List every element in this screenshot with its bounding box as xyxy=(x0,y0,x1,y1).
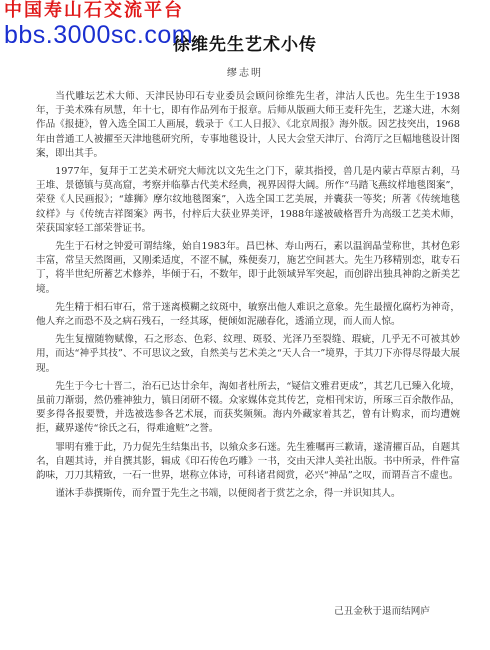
paragraph: 罪明有雅于此，乃力促先生结集出书，以飨众多石迷。先生雅嘱再三歉请，遂清擢百品，自题其名，自题其诗，并自撰其影，辑成《印石传色巧雕》一书，交由天津人美社出版。书中所录，件件富韵味，刀刀其精致，一石一世界，堪称立体诗，可科诸君阅赏，必兴“神品”之叹，而谓吾言不虚也。 xyxy=(36,441,460,482)
paragraph: 1977年，复拜于工艺美术研究大师沈以文先生之门下，蒙其指授，兽几是内蒙古草原古剎，马王堆、景德镇与莫高窟，考察并临摹古代美术经典，视界因得大阔。所作“马踏飞燕纹样地毯图案”，荣登《人民画报》；“雄狮》摩尔纹地毯图案”，入选全国工艺美展，并囊获一等奖；所著《传统地毯纹样》与《传统吉祥图案》两书，付梓后大获业界美评，1988年遂被破格晋升为高级工艺美术师，荣获国家轻工部荣誉证书。 xyxy=(36,166,460,234)
paragraph: 先生于石材之钟爱可谓结缘，始自1983年。昌巴林、寿山两石，素以温润晶莹称世，其材色彩丰富，常呈天然图画，又刚柔适度，不涩不腻，殊便奏刀，施艺空间甚大。先生乃移精别恋，耽专石丁，将半世纪所蓄艺术修养，毕倾于石，不数年，即于此领域异军突起，而创辟出独具神韵之新美艺境。 xyxy=(36,241,460,295)
document-author: 缪志明 xyxy=(227,68,263,79)
paragraph: 先生复擅随物赋像，石之形态、色彩、纹理、斑驳、光泽乃至裂缝、瑕疵，几乎无不可被其妙用，而达“神乎其技”、不可思议之致，自然美与艺术美之“天人合一”境界，于其刀下亦得尽得最大展现。 xyxy=(36,334,460,374)
document-body xyxy=(36,90,460,505)
site-watermark xyxy=(4,2,193,48)
watermark-url: bbs.3000sc.com xyxy=(4,21,194,49)
paragraph: 当代雕坛艺术大师、天津民协印石专业委员会顾问徐维先生者，津沽人氏也。先生生于1938年，于美术殊有夙慧，年十七，即有作品列布于报章。后师从版画大师王麦秆先生，艺遂大进，木刻作品《报捷》，曾入选全国工人画展，载录于《工人日报》、《北京周报》海外版。因艺技突出，1968年由普通工人被擢至天津地毯研究所，专事地毯设计，人民大会堂天津厅、台湾厅之巨幅地毯设计图案，即出其手。 xyxy=(36,91,460,159)
paragraph: 谨沐手恭撰斯传，而弁置于先生之书端，以便阅者于赏艺之余，得一并识知其人。 xyxy=(55,488,401,500)
watermark-site-name: 中国寿山石交流平台 xyxy=(4,0,184,21)
paragraph: 先生精于相石审石，常于迷离模糊之纹斑中，敏察出他人难识之意象。先生最擅化腐朽为神奇，他人弃之而恐不及之病石残石，一经其琢，便倾如泥融春化，透涌立现，而人而人惊。 xyxy=(36,301,460,328)
document-signature: 己丑金秋于退而结网庐 xyxy=(334,606,430,617)
document-title: 徐维先生艺术小传 xyxy=(173,35,317,55)
paragraph: 先生于今七十晋二，治石已达廿余年，淘如者杜所去，“疑信文雅君更成”，其艺几已臻入化境，虽前刀渐弱，然仍雅神独力，镇日闭研不辍。众家媒体竞其传艺，竞相刊宋访，所琢三百余散作品，要多得各报要赞，并选被选参各艺术展，而获奖频频。海内外藏家着其艺，曾有计购求，而均遭婉拒，藏界遂传“徐氏之石，得难逾赃”之誉。 xyxy=(36,380,460,435)
